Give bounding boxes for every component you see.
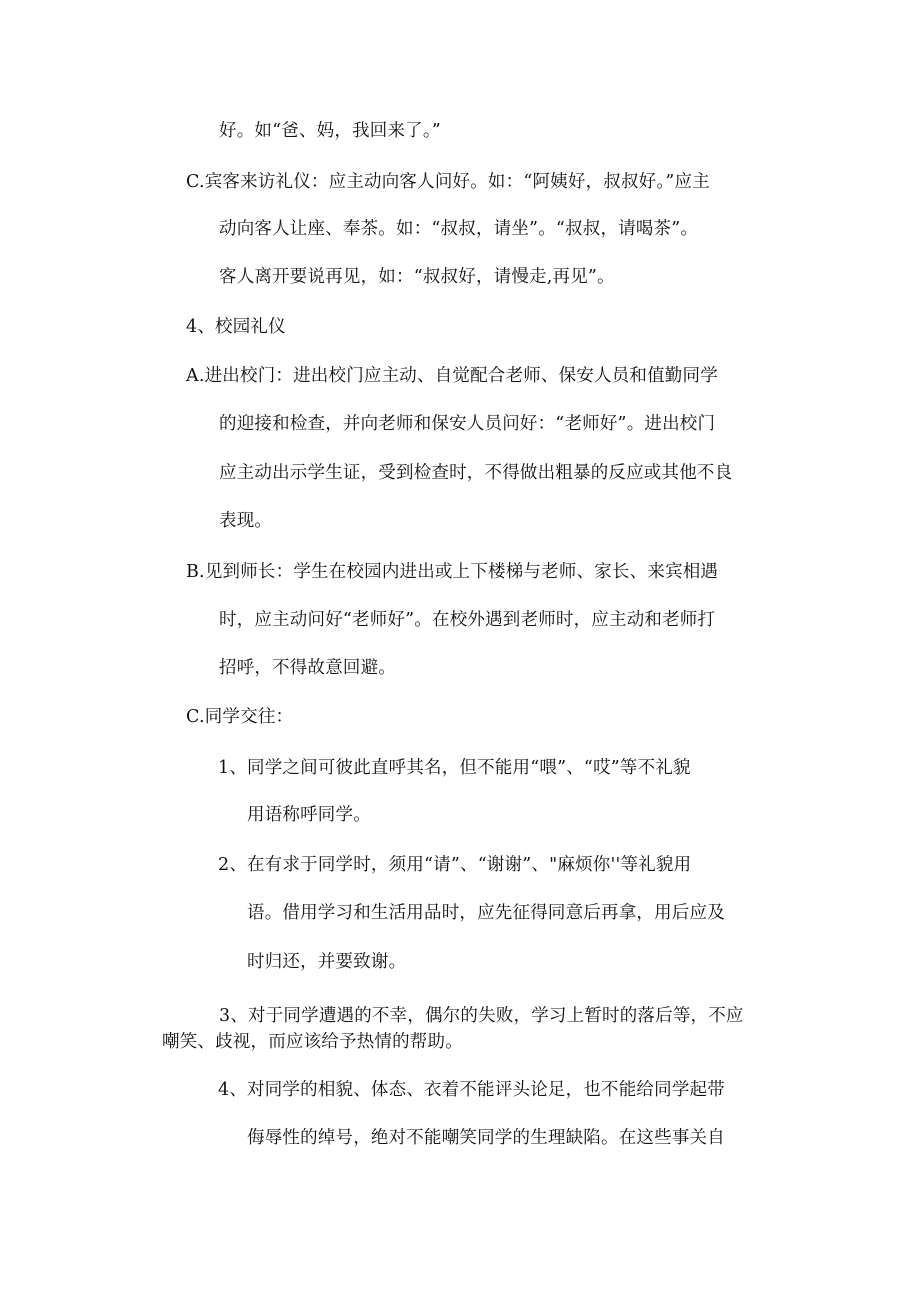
text-line: A.进出校门：进出校门应主动、自觉配合老师、保安人员和值勤同学 bbox=[186, 366, 718, 386]
text-line: 用语称呼同学。 bbox=[247, 805, 371, 825]
text-line: 客人离开要说再见，如：“叔叔好，请慢走,再见”。 bbox=[219, 267, 615, 287]
text-line: 表现。 bbox=[219, 511, 273, 531]
text-line: 好。如“爸、妈，我回来了。” bbox=[219, 121, 441, 141]
text-line: 语。借用学习和生活用品时，应先征得同意后再拿，用后应及 bbox=[247, 903, 725, 923]
text-line: 嘲笑、歧视，而应该给予热情的帮助。 bbox=[162, 1032, 463, 1052]
text-line: 动向客人让座、奉茶。如：“叔叔，请坐”。“叔叔，请喝茶”。 bbox=[219, 219, 699, 239]
text-line: B.见到师长：学生在校园内进出或上下楼梯与老师、家长、来宾相遇 bbox=[186, 562, 719, 582]
list-item: 1、同学之间可彼此直呼其名，但不能用“喂”、“哎”等不礼貌 bbox=[218, 758, 691, 778]
text-line: 招呼，不得故意回避。 bbox=[219, 658, 396, 678]
list-item: 2、在有求于同学时，须用“请”、“谢谢”、"麻烦你''等礼貌用 bbox=[218, 855, 692, 875]
text-line: 应主动出示学生证，受到检查时，不得做出粗暴的反应或其他不良 bbox=[219, 463, 733, 483]
text-line: 时归还，并要致谢。 bbox=[247, 952, 407, 972]
list-item: 3、对于同学遭遇的不幸，偶尔的失败，学习上暂时的落后等，不应 bbox=[219, 1006, 744, 1026]
list-item: 4、对同学的相貌、体态、衣着不能评头论足，也不能给同学起带 bbox=[218, 1080, 725, 1100]
section-heading: 4、校园礼仪 bbox=[186, 317, 286, 337]
text-line: 时，应主动问好“老师好”。在校外遇到老师时，应主动和老师打 bbox=[219, 610, 716, 630]
subsection-heading: C.同学交往： bbox=[186, 707, 294, 727]
text-line: 的迎接和检查，并向老师和保安人员问好：“老师好”。进出校门 bbox=[219, 414, 716, 434]
text-line: C.宾客来访礼仪：应主动向客人问好。如：“阿姨好，叔叔好。”应主 bbox=[186, 172, 710, 192]
text-line: 侮辱性的绰号，绝对不能嘲笑同学的生理缺陷。在这些事关自 bbox=[247, 1128, 725, 1148]
